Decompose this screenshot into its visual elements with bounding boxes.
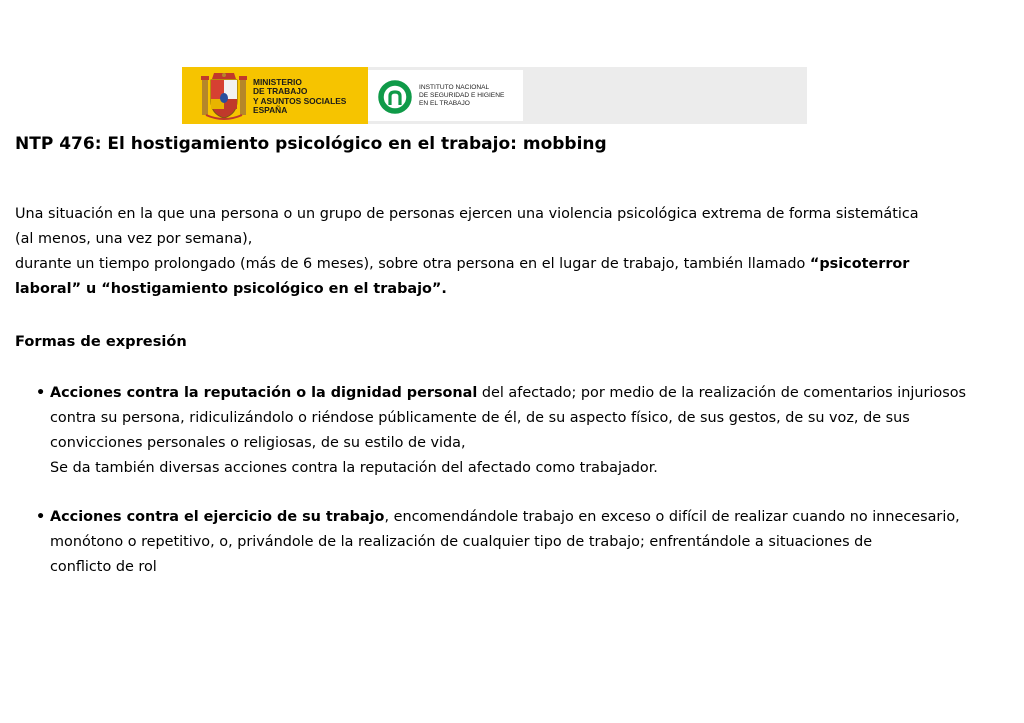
bullet-marker: • xyxy=(36,385,46,401)
page-title: NTP 476: El hostigamiento psicológico en el trabajo: mobbing xyxy=(15,134,607,154)
list-item: • Acciones contra la reputación o la dignidad personal del afectado; por medio de la realización de comentarios injuriosos contra su persona, ridiculizándolo o riéndose públicamente de él, de su aspecto físico, de sus gestos, de su voz, de sus convicciones personales o religiosas, de su estilo de vida, Se da también diversas acciones contra la reputación del afectado como trabajador. xyxy=(50,381,1015,481)
intro-paragraph: Una situación en la que una persona o un grupo de personas ejercen una violencia psicológica extrema de forma sistemática (al menos, una vez por semana), durante un tiempo prolongado (más de 6 meses), sobre otra persona en el lugar de trabajo, también llamado “psicoterror laboral” u “hostigamiento psicológico en el trabajo”. xyxy=(15,206,919,297)
bullet-marker: • xyxy=(36,509,46,525)
ministry-logo-block xyxy=(182,67,368,124)
header-banner xyxy=(182,67,807,124)
institute-name: INSTITUTO NACIONAL DE SEGURIDAD E HIGIENE EN EL TRABAJO xyxy=(419,84,505,107)
list-item: • Acciones contra el ejercicio de su trabajo, encomendándole trabajo en exceso o difícil de realizar cuando no innecesario, monótono o repetitivo, o, privándole de la realización de cualquier tipo de trabajo; enfrentándole a situaciones de conflicto de rol xyxy=(50,505,1015,580)
institute-logo-block xyxy=(368,70,523,121)
institute-logo-icon xyxy=(378,80,412,114)
section-heading: Formas de expresión xyxy=(15,333,187,350)
coat-of-arms-icon xyxy=(200,71,248,121)
ministry-name: MINISTERIO DE TRABAJO Y ASUNTOS SOCIALES ESPAÑA xyxy=(253,77,347,116)
